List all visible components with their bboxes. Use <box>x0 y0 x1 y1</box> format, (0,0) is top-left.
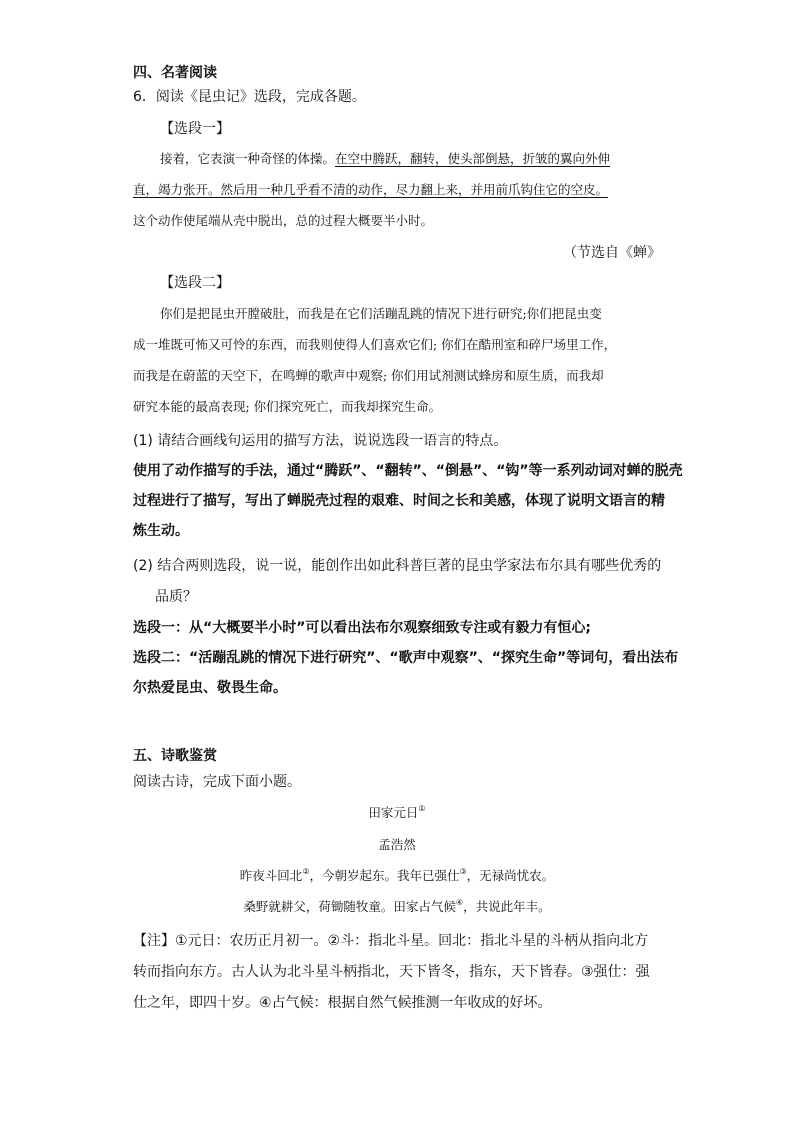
poem-line-2-part: 桑野就耕父，荷锄随牧童。田家占气候 <box>243 899 456 914</box>
excerpt2-line: 研究本能的最高表现; 你们探究死亡，而我却探究生命。 <box>133 399 442 414</box>
poem-note-ref: ④ <box>455 898 464 907</box>
poem-line-2-part: ，共说此年丰。 <box>463 899 551 914</box>
excerpt2-label: 【选段二】 <box>160 275 230 291</box>
excerpt1-label: 【选段一】 <box>160 121 230 137</box>
excerpt2-line: 成一堆既可怖又可怜的东西，而我则使得人们喜欢它们; 你们在酷刑室和碎尸场里工作， <box>133 337 617 352</box>
poem-note-ref: ② <box>302 867 310 876</box>
poem-line-1-part: 昨夜斗回北 <box>239 868 303 883</box>
notes-line: 仕之年，即四十岁。④占气候：根据自然气候推测一年收成的好坏。 <box>133 995 552 1011</box>
poem-title-note: ① <box>418 804 426 813</box>
answer-1-line: 过程进行了描写，写出了蝉脱壳过程的艰难、时间之长和美感，体现了说明文语言的精 <box>133 493 665 509</box>
answer-2-line: 选段二：“活蹦乱跳的情况下进行研究”、“歌声中观察”、“探究生命”等词句，看出法布 <box>133 650 679 666</box>
poem-note-ref: ③ <box>459 867 467 876</box>
answer-1-line: 炼生动。 <box>133 523 189 539</box>
excerpt1-line3: 这个动作使尾端从壳中脱出，总的过程大概要半小时。 <box>133 213 434 228</box>
poem-title-text: 田家元日 <box>368 805 419 820</box>
excerpt2-line: 而我是在蔚蓝的天空下，在鸣蝉的歌声中观察; 你们用试剂测试蜂房和原生质，而我却 <box>133 368 604 383</box>
question-2-line1: (2) 结合两则选段，说一说，能创作出如此科普巨著的昆虫学家法布尔具有哪些优秀的 <box>133 558 662 574</box>
notes-line: 【注】①元日：农历正月初一。②斗：指北斗星。回北：指北斗星的斗柄从指向北方 <box>133 933 649 949</box>
question-2-line2: 品质？ <box>155 589 197 605</box>
answer-2-line: 选段一：从“大概要半小时”可以看出法布尔观察细致专注或有毅力有恒心; <box>133 620 591 636</box>
notes-line: 转而指向东方。古人认为北斗星斗柄指北，天下皆冬，指东，天下皆春。③强仕：强 <box>133 964 650 980</box>
question-6: 6．阅读《昆虫记》选段，完成各题。 <box>133 89 366 105</box>
excerpt1-source: （节选自《蝉》 <box>563 245 661 261</box>
excerpt2-line: 你们是把昆虫开膛破肚，而我是在它们活蹦乱跳的情况下进行研究;你们把昆虫变 <box>160 306 602 321</box>
poem-line-1-part: ，无禄尚忧农。 <box>466 868 555 883</box>
section4-heading: 四、名著阅读 <box>133 65 217 81</box>
answer-1-line: 使用了动作描写的手法，通过“腾跃”、“翻转”、“倒悬”、“钩”等一系列动词对蝉的脱壳 <box>133 463 683 479</box>
poem-line-1-part: ，今朝岁起东。我年已强仕 <box>309 868 460 883</box>
excerpt1-line1-underlined: 在空中腾跃，翻转，使头部倒悬，折皱的翼向外伸 <box>335 151 611 166</box>
section5-heading: 五、诗歌鉴赏 <box>133 748 217 764</box>
poem-line-2 <box>0 898 794 914</box>
excerpt1-line2: 直，竭力张开。然后用一种几乎看不清的动作，尽力翻上来，并用前爪钩住它的空皮。 <box>133 182 609 197</box>
answer-2-line: 尔热爱昆虫、敬畏生命。 <box>133 680 287 696</box>
question-1: (1) 请结合画线句运用的描写方法，说说选段一语言的特点。 <box>133 433 508 449</box>
excerpt1-line1-plain: 接着，它表演一种奇怪的体操。 <box>160 151 336 166</box>
section5-instruction: 阅读古诗，完成下面小题。 <box>133 774 301 790</box>
poem-author: 孟浩然 <box>378 837 416 852</box>
excerpt1-line1 <box>160 153 610 166</box>
poem-title <box>0 804 794 820</box>
poem-line-1 <box>0 867 794 883</box>
